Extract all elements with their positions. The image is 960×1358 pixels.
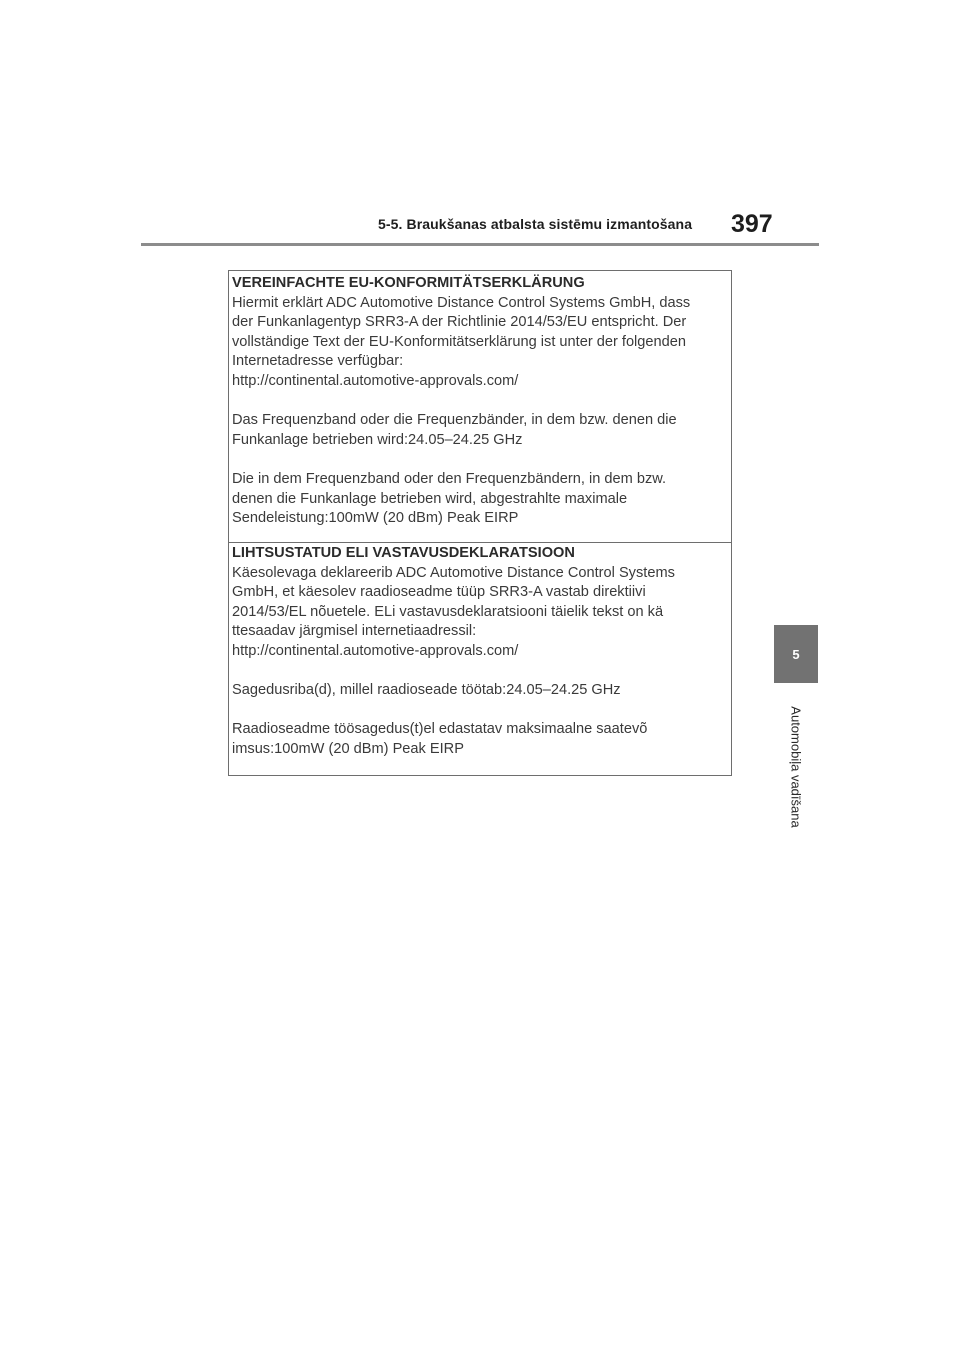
text-line: Sendeleistung:100mW (20 dBm) Peak EIRP <box>232 510 519 527</box>
text-line: Internetadresse verfügbar: <box>232 353 404 370</box>
text-line: ttesaadav järgmisel internetiaadressil: <box>232 623 477 640</box>
section-title: 5-5. Braukšanas atbalsta sistēmu izmantošana <box>378 216 693 232</box>
declaration-et-paragraph-1 <box>232 564 725 662</box>
page-number: 397 <box>731 210 773 238</box>
text-line: denen die Funkanlage betrieben wird, abgestrahlte maximale <box>232 490 628 507</box>
url-line: http://continental.automotive-approvals.com/ <box>232 372 519 389</box>
declaration-de-paragraph-3 <box>232 470 725 529</box>
chapter-title: Automobiļa vadīšana <box>788 706 804 828</box>
text-line: imsus:100mW (20 dBm) Peak EIRP <box>232 740 464 757</box>
text-line: Hiermit erklärt ADC Automotive Distance Control Systems GmbH, dass <box>232 294 691 311</box>
declaration-et-paragraph-2 <box>232 681 725 701</box>
chapter-number: 5 <box>792 646 800 662</box>
box-divider <box>229 542 731 543</box>
declaration-de-paragraph-1 <box>232 294 725 392</box>
text-line: Funkanlage betrieben wird:24.05–24.25 GHz <box>232 431 523 448</box>
text-line: Käesolevaga deklareerib ADC Automotive Distance Control Systems <box>232 564 675 581</box>
text-line: Die in dem Frequenzband oder den Frequenzbändern, in dem bzw. <box>232 470 667 487</box>
url-line: http://continental.automotive-approvals.com/ <box>232 642 519 659</box>
declaration-de-paragraph-2 <box>232 411 725 450</box>
declaration-et-title: LIHTSUSTATUD ELI VASTAVUSDEKLARATSIOON <box>232 545 575 561</box>
text-line: Raadioseadme töösagedus(t)el edastatav maksimaalne saatevõ <box>232 721 648 738</box>
conformity-declaration-box <box>228 270 732 776</box>
text-line: Sagedusriba(d), millel raadioseade töötab:24.05–24.25 GHz <box>232 682 621 699</box>
declaration-de <box>232 274 725 529</box>
chapter-tab <box>774 625 818 683</box>
text-line: vollständige Text der EU-Konformitätserklärung ist unter der folgenden <box>232 333 687 350</box>
header-rule <box>141 243 819 246</box>
declaration-et <box>232 544 725 760</box>
text-line: 2014/53/EL nõuetele. ELi vastavusdeklaratsiooni täielik tekst on kä <box>232 603 664 620</box>
text-line: Das Frequenzband oder die Frequenzbänder, in dem bzw. denen die <box>232 412 677 429</box>
text-line: GmbH, et käesolev raadioseadme tüüp SRR3-A vastab direktiivi <box>232 584 646 601</box>
declaration-de-title: VEREINFACHTE EU-KONFORMITÄTSERKLÄRUNG <box>232 275 585 291</box>
text-line: der Funkanlagentyp SRR3-A der Richtlinie 2014/53/EU entspricht. Der <box>232 314 687 331</box>
declaration-et-paragraph-3 <box>232 720 725 759</box>
